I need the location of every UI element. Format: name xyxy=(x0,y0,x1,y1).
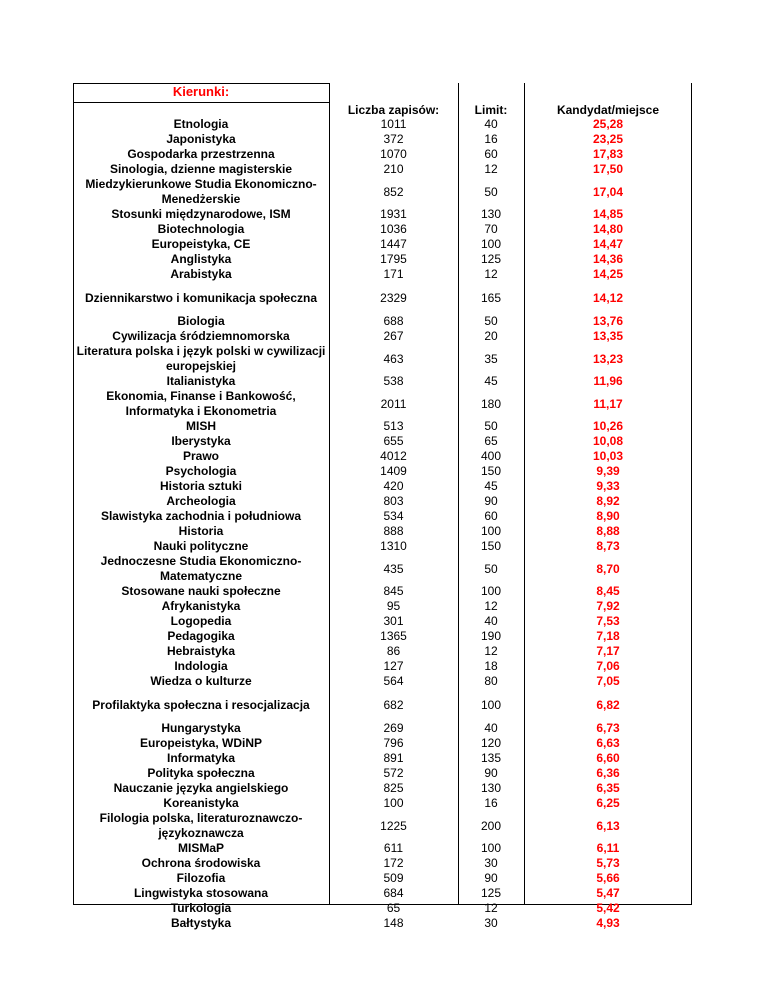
cell-liczba-zapisow: 572 xyxy=(383,766,404,780)
cell-liczba-zapisow: 301 xyxy=(383,614,404,628)
table-row xyxy=(73,237,692,252)
cell-liczba-zapisow: 267 xyxy=(383,329,404,343)
table-row xyxy=(73,494,692,509)
table-row xyxy=(73,374,692,389)
cell-limit: 12 xyxy=(484,267,498,281)
cell-kandydat-miejsce: 25,28 xyxy=(592,117,624,131)
table-row xyxy=(73,856,692,871)
cell-kandydat-miejsce: 14,12 xyxy=(592,290,624,305)
table-row xyxy=(73,614,692,629)
cell-limit: 100 xyxy=(480,841,502,855)
table-row xyxy=(73,554,692,584)
cell-limit: 130 xyxy=(480,207,502,221)
cell-kandydat-miejsce: 8,88 xyxy=(596,524,620,538)
table-row xyxy=(73,629,692,644)
cell-kandydat-miejsce: 14,80 xyxy=(592,222,624,236)
table-row xyxy=(73,389,692,419)
cell-kierunek: Slawistyka zachodnia i południowa xyxy=(100,509,302,523)
table-row xyxy=(73,871,692,886)
cell-liczba-zapisow: 538 xyxy=(383,374,404,388)
table-row xyxy=(73,479,692,494)
cell-liczba-zapisow: 372 xyxy=(383,132,404,146)
cell-kierunek: Hebraistyka xyxy=(166,644,236,658)
table-row xyxy=(73,464,692,479)
cell-liczba-zapisow: 1070 xyxy=(380,147,407,161)
table-row xyxy=(73,659,692,674)
cell-limit: 12 xyxy=(484,901,498,915)
cell-limit: 65 xyxy=(484,434,498,448)
cell-kierunek: MISMaP xyxy=(177,841,224,855)
table-row xyxy=(73,841,692,856)
table-row xyxy=(73,509,692,524)
cell-limit: 40 xyxy=(484,614,498,628)
cell-liczba-zapisow: 803 xyxy=(383,494,404,508)
cell-kandydat-miejsce: 13,76 xyxy=(592,314,624,328)
cell-limit: 130 xyxy=(480,781,502,795)
cell-kandydat-miejsce: 5,73 xyxy=(596,856,620,870)
cell-limit: 125 xyxy=(480,252,502,266)
cell-kierunek: Pedagogika xyxy=(167,629,235,643)
table-row xyxy=(73,434,692,449)
cell-liczba-zapisow: 65 xyxy=(386,901,401,915)
cell-liczba-zapisow: 611 xyxy=(383,841,404,855)
cell-limit: 16 xyxy=(484,796,498,810)
cell-kierunek: Lingwistyka stosowana xyxy=(133,886,269,900)
table-row xyxy=(73,252,692,267)
cell-limit: 125 xyxy=(480,886,502,900)
cell-limit: 100 xyxy=(480,697,502,712)
cell-liczba-zapisow: 888 xyxy=(383,524,404,538)
cell-kandydat-miejsce: 6,13 xyxy=(596,818,620,833)
cell-kierunek: Biotechnologia xyxy=(157,222,245,236)
cell-limit: 45 xyxy=(484,374,498,388)
table-row xyxy=(73,644,692,659)
cell-liczba-zapisow: 435 xyxy=(383,561,404,576)
cell-kierunek: Afrykanistyka xyxy=(161,599,241,613)
cell-liczba-zapisow: 420 xyxy=(383,479,404,493)
cell-kandydat-miejsce: 8,70 xyxy=(596,561,620,576)
cell-kandydat-miejsce: 7,06 xyxy=(596,659,620,673)
cell-kandydat-miejsce: 17,04 xyxy=(592,184,624,199)
cell-kandydat-miejsce: 14,85 xyxy=(592,207,624,221)
cell-kierunek: Italianistyka xyxy=(166,374,236,388)
cell-kandydat-miejsce: 10,26 xyxy=(592,419,624,433)
cell-kierunek: Arabistyka xyxy=(170,267,232,281)
cell-liczba-zapisow: 463 xyxy=(383,351,404,366)
cell-kierunek: Historia xyxy=(178,524,224,538)
table-row xyxy=(73,599,692,614)
cell-kandydat-miejsce: 17,50 xyxy=(592,162,624,176)
cell-limit: 35 xyxy=(484,351,498,366)
cell-kandydat-miejsce: 8,73 xyxy=(596,539,620,553)
cell-kierunek: Stosowane nauki społeczne xyxy=(121,584,281,598)
cell-limit: 12 xyxy=(484,599,498,613)
cell-limit: 50 xyxy=(484,184,498,199)
table-row xyxy=(73,916,692,931)
cell-limit: 12 xyxy=(484,644,498,658)
cell-liczba-zapisow: 86 xyxy=(386,644,401,658)
table-row xyxy=(73,147,692,162)
cell-limit: 20 xyxy=(484,329,498,343)
table-row xyxy=(73,886,692,901)
table-row xyxy=(73,162,692,177)
cell-limit: 30 xyxy=(484,856,498,870)
cell-kierunek: Dziennikarstwo i komunikacja społeczna xyxy=(84,290,318,305)
cell-kandydat-miejsce: 17,83 xyxy=(592,147,624,161)
cell-kandydat-miejsce: 6,63 xyxy=(596,736,620,750)
cell-limit: 45 xyxy=(484,479,498,493)
cell-kierunek: Japonistyka xyxy=(166,132,236,146)
cell-kierunek: Wiedza o kulturze xyxy=(150,674,252,688)
cell-limit: 90 xyxy=(484,871,498,885)
table-row xyxy=(73,691,692,719)
cell-kandydat-miejsce: 9,39 xyxy=(596,464,620,478)
cell-limit: 100 xyxy=(480,584,502,598)
cell-liczba-zapisow: 4012 xyxy=(380,449,407,463)
cell-limit: 165 xyxy=(480,290,502,305)
cell-liczba-zapisow: 534 xyxy=(383,509,404,523)
cell-limit: 50 xyxy=(484,561,498,576)
cell-liczba-zapisow: 682 xyxy=(383,697,404,712)
cell-liczba-zapisow: 825 xyxy=(383,781,404,795)
cell-kierunek: Biologia xyxy=(177,314,225,328)
cell-limit: 60 xyxy=(484,147,498,161)
cell-kandydat-miejsce: 13,35 xyxy=(592,329,624,343)
table-row xyxy=(73,584,692,599)
cell-kandydat-miejsce: 5,66 xyxy=(596,871,620,885)
cell-kierunek: Logopedia xyxy=(170,614,232,628)
table-row xyxy=(73,117,692,132)
heading-underline xyxy=(73,102,330,103)
cell-kierunek: Miedzykierunkowe Studia Ekonomiczno-Menedżerskie xyxy=(85,177,317,206)
cell-liczba-zapisow: 100 xyxy=(383,796,404,810)
cell-limit: 40 xyxy=(484,721,498,735)
cell-liczba-zapisow: 796 xyxy=(383,736,404,750)
table-row xyxy=(73,177,692,207)
cell-kandydat-miejsce: 7,53 xyxy=(596,614,620,628)
cell-limit: 18 xyxy=(484,659,498,673)
table-row xyxy=(73,524,692,539)
cell-kierunek: Literatura polska i język polski w cywilizacji europejskiej xyxy=(76,344,326,373)
cell-kierunek: Europeistyka, CE xyxy=(151,237,251,251)
table-row xyxy=(73,674,692,689)
cell-kierunek: Indologia xyxy=(174,659,228,673)
cell-kandydat-miejsce: 11,96 xyxy=(593,374,623,388)
table-row xyxy=(73,222,692,237)
cell-liczba-zapisow: 845 xyxy=(383,584,404,598)
cell-kandydat-miejsce: 14,47 xyxy=(592,237,624,251)
cell-kandydat-miejsce: 6,60 xyxy=(596,751,620,765)
cell-kierunek: Ekonomia, Finanse i Bankowość, Informatyka i Ekonometria xyxy=(106,389,296,418)
cell-liczba-zapisow: 95 xyxy=(386,599,401,613)
cell-kierunek: Koreanistyka xyxy=(163,796,239,810)
table-row xyxy=(73,329,692,344)
cell-kandydat-miejsce: 14,25 xyxy=(592,267,624,281)
cell-kierunek: Filozofia xyxy=(176,871,226,885)
cell-limit: 100 xyxy=(480,524,502,538)
cell-liczba-zapisow: 2329 xyxy=(380,290,407,305)
cell-liczba-zapisow: 1225 xyxy=(380,818,407,833)
cell-liczba-zapisow: 1011 xyxy=(380,117,407,131)
cell-kierunek: Filologia polska, literaturoznawczo-językoznawcza xyxy=(99,811,303,840)
cell-kandydat-miejsce: 5,47 xyxy=(596,886,620,900)
cell-limit: 70 xyxy=(484,222,498,236)
cell-liczba-zapisow: 1036 xyxy=(380,222,407,236)
cell-kierunek: Polityka społeczna xyxy=(147,766,255,780)
cell-kandydat-miejsce: 7,92 xyxy=(596,599,620,613)
cell-kierunek: Anglistyka xyxy=(170,252,232,266)
cell-limit: 120 xyxy=(480,736,502,750)
table-row xyxy=(73,721,692,736)
table-row xyxy=(73,766,692,781)
cell-kandydat-miejsce: 7,17 xyxy=(596,644,620,658)
cell-kierunek: Bałtystyka xyxy=(170,916,232,930)
cell-kandydat-miejsce: 8,92 xyxy=(596,494,620,508)
cell-kandydat-miejsce: 7,18 xyxy=(596,629,620,643)
cell-limit: 190 xyxy=(480,629,502,643)
cell-limit: 90 xyxy=(484,766,498,780)
cell-liczba-zapisow: 1310 xyxy=(380,539,407,553)
cell-liczba-zapisow: 210 xyxy=(383,162,404,176)
cell-kandydat-miejsce: 6,25 xyxy=(596,796,620,810)
table-row xyxy=(73,314,692,329)
cell-kierunek: Prawo xyxy=(182,449,219,463)
cell-kandydat-miejsce: 4,93 xyxy=(596,916,620,930)
cell-liczba-zapisow: 1447 xyxy=(380,237,407,251)
cell-kierunek: Hungarystyka xyxy=(161,721,241,735)
column-header-zapisy: Liczba zapisów: xyxy=(347,103,440,117)
cell-limit: 400 xyxy=(480,449,502,463)
table-row xyxy=(73,901,692,916)
cell-kierunek: Historia sztuki xyxy=(159,479,243,493)
cell-limit: 135 xyxy=(480,751,502,765)
cell-limit: 90 xyxy=(484,494,498,508)
table-row xyxy=(73,267,692,282)
table-row xyxy=(73,811,692,841)
cell-kierunek: Sinologia, dzienne magisterskie xyxy=(109,162,293,176)
table-row xyxy=(73,449,692,464)
cell-kierunek: Stosunki międzynarodowe, ISM xyxy=(111,207,291,221)
cell-kandydat-miejsce: 8,45 xyxy=(596,584,620,598)
cell-kandydat-miejsce: 6,82 xyxy=(596,697,620,712)
cell-limit: 150 xyxy=(480,464,502,478)
cell-kierunek: Ochrona środowiska xyxy=(141,856,261,870)
cell-kierunek: Europeistyka, WDiNP xyxy=(139,736,263,750)
cell-limit: 16 xyxy=(484,132,498,146)
cell-liczba-zapisow: 1795 xyxy=(380,252,407,266)
cell-liczba-zapisow: 1365 xyxy=(380,629,407,643)
cell-limit: 100 xyxy=(480,237,502,251)
cell-kierunek: MISH xyxy=(186,419,216,433)
cell-limit: 50 xyxy=(484,419,498,433)
cell-kandydat-miejsce: 5,42 xyxy=(596,901,620,915)
table-row xyxy=(73,419,692,434)
cell-liczba-zapisow: 852 xyxy=(383,184,404,199)
cell-kierunek: Informatyka xyxy=(166,751,236,765)
ranking-table xyxy=(73,83,692,930)
cell-limit: 40 xyxy=(484,117,498,131)
table-row xyxy=(73,539,692,554)
cell-liczba-zapisow: 1409 xyxy=(380,464,407,478)
cell-kierunek: Turkologia xyxy=(170,901,232,915)
cell-liczba-zapisow: 509 xyxy=(383,871,404,885)
cell-limit: 12 xyxy=(484,162,498,176)
cell-liczba-zapisow: 171 xyxy=(383,267,404,281)
cell-kierunek: Jednoczesne Studia Ekonomiczno-Matematyczne xyxy=(100,554,302,583)
heading-kierunki: Kierunki: xyxy=(172,84,230,99)
cell-limit: 180 xyxy=(480,396,502,411)
column-header-kandydat: Kandydat/miejsce xyxy=(556,103,660,117)
cell-liczba-zapisow: 269 xyxy=(383,721,404,735)
cell-limit: 30 xyxy=(484,916,498,930)
cell-limit: 50 xyxy=(484,314,498,328)
cell-kandydat-miejsce: 23,25 xyxy=(592,132,624,146)
cell-liczba-zapisow: 127 xyxy=(383,659,404,673)
cell-liczba-zapisow: 1931 xyxy=(380,207,407,221)
table-row xyxy=(73,207,692,222)
cell-limit: 150 xyxy=(480,539,502,553)
table-row xyxy=(73,781,692,796)
cell-kierunek: Archeologia xyxy=(166,494,236,508)
table-row xyxy=(73,344,692,374)
cell-liczba-zapisow: 564 xyxy=(383,674,404,688)
cell-liczba-zapisow: 172 xyxy=(383,856,404,870)
table-row xyxy=(73,751,692,766)
cell-liczba-zapisow: 891 xyxy=(383,751,404,765)
cell-kierunek: Etnologia xyxy=(173,117,229,131)
cell-kierunek: Profilaktyka społeczna i resocjalizacja xyxy=(92,697,310,712)
cell-kandydat-miejsce: 10,03 xyxy=(592,449,624,463)
cell-kandydat-miejsce: 7,05 xyxy=(596,674,620,688)
cell-kierunek: Iberystyka xyxy=(171,434,231,448)
cell-liczba-zapisow: 2011 xyxy=(380,396,407,411)
cell-kierunek: Nauczanie języka angielskiego xyxy=(113,781,289,795)
cell-kandydat-miejsce: 8,90 xyxy=(596,509,620,523)
cell-kierunek: Nauki polityczne xyxy=(153,539,249,553)
cell-kandydat-miejsce: 9,33 xyxy=(596,479,620,493)
cell-limit: 80 xyxy=(484,674,498,688)
cell-kierunek: Psychologia xyxy=(165,464,237,478)
table-row xyxy=(73,796,692,811)
cell-liczba-zapisow: 513 xyxy=(383,419,404,433)
cell-liczba-zapisow: 655 xyxy=(383,434,404,448)
cell-kandydat-miejsce: 6,11 xyxy=(596,841,620,855)
cell-kandydat-miejsce: 6,35 xyxy=(596,781,620,795)
cell-kandydat-miejsce: 14,36 xyxy=(592,252,624,266)
cell-kierunek: Cywilizacja śródziemnomorska xyxy=(112,329,290,343)
column-header-limit: Limit: xyxy=(474,103,508,117)
cell-liczba-zapisow: 148 xyxy=(383,916,404,930)
cell-kandydat-miejsce: 11,17 xyxy=(593,396,623,411)
table-row xyxy=(73,284,692,312)
cell-kandydat-miejsce: 13,23 xyxy=(592,351,624,366)
cell-limit: 60 xyxy=(484,509,498,523)
cell-kandydat-miejsce: 6,73 xyxy=(596,721,620,735)
cell-kandydat-miejsce: 6,36 xyxy=(596,766,620,780)
cell-liczba-zapisow: 684 xyxy=(383,886,404,900)
cell-kandydat-miejsce: 10,08 xyxy=(592,434,624,448)
cell-limit: 200 xyxy=(480,818,502,833)
cell-kierunek: Gospodarka przestrzenna xyxy=(127,147,275,161)
table-row xyxy=(73,132,692,147)
cell-liczba-zapisow: 688 xyxy=(383,314,404,328)
table-row xyxy=(73,736,692,751)
